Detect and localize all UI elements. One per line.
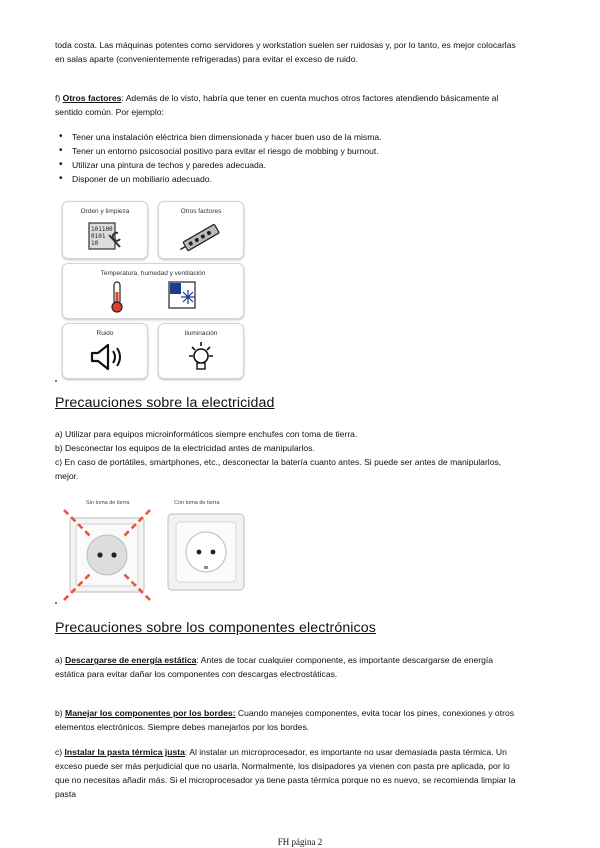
- power-strip-icon: [179, 220, 225, 254]
- otros-term: Otros factores: [62, 93, 122, 103]
- bullet-item: • Tener una instalación eléctrica bien dimensionada y hacer buen uso de la misma.: [55, 130, 525, 144]
- socket-figure: [58, 500, 254, 602]
- tile-label: Otros factores: [180, 208, 222, 215]
- tile-ruido: [62, 323, 148, 379]
- heading-electricidad: Precauciones sobre la electricidad: [55, 395, 275, 411]
- heading-componentes: Precauciones sobre los componentes electrónicos: [55, 620, 376, 636]
- item-prefix: b): [55, 708, 66, 718]
- tile-label: Temperatura, humedad y ventilación: [100, 270, 206, 277]
- tile-label: Ruido: [96, 330, 114, 337]
- tile-orden-limpieza: [62, 201, 148, 259]
- componentes-item-b: [55, 706, 525, 734]
- bullet-item: • Utilizar una pintura de techos y paredes adecuada.: [55, 158, 525, 172]
- otros-text: : Además de lo visto, habría que tener en cuenta muchos otros factores atendiendo básicamente al sentido común. Por ejemplo:: [55, 93, 499, 117]
- socket-ground-icon: [162, 508, 250, 598]
- air-conditioner-icon: [167, 280, 197, 310]
- tile-label: Orden y limpieza: [80, 208, 130, 215]
- electricidad-line: a) Utilizar para equipos microinformáticos siempre enchufes con toma de tierra.: [55, 429, 358, 439]
- socket-label-right: Con toma de tierra: [174, 500, 220, 506]
- electricidad-line: c) En caso de portátiles, smartphones, etc., desconectar la batería cuanto antes. Si puede ser antes de manipularlos, mejor.: [55, 457, 502, 481]
- binary-line: 10: [91, 240, 99, 247]
- item-prefix: a): [55, 655, 66, 665]
- otros-factores-paragraph: [55, 91, 525, 119]
- figure-marker: [55, 602, 57, 604]
- factors-figure: [58, 197, 248, 379]
- electricidad-line: b) Desconectar los equipos de la electricidad antes de manipularlos.: [55, 443, 315, 453]
- tile-otros-factores: [158, 201, 244, 259]
- bullet-item: • Disponer de un mobiliario adecuado.: [55, 172, 525, 186]
- item-term: Instalar la pasta térmica justa: [64, 747, 185, 757]
- binary-line: 101100: [91, 226, 113, 233]
- item-prefix: c): [55, 747, 65, 757]
- item-text: Cuando manejes componentes, evita tocar los pines, conexiones y otros elementos electrónicos. Siempre debes manejarlos por los bordes.: [55, 708, 515, 732]
- socket-label-left: Sin toma de tierra: [86, 500, 130, 506]
- componentes-item-a: [55, 653, 525, 681]
- item-term: Descargarse de energía estática: [65, 655, 197, 665]
- binary-line: 0101: [91, 233, 106, 240]
- otros-bullet-list: [55, 130, 525, 186]
- item-text: : Antes de tocar cualquier componente, es importante descargarse de energía estática para evitar dañar los componentes con descargas electrostáticas.: [55, 655, 494, 679]
- intro-paragraph: toda costa. Las máquinas potentes como servidores y workstation suelen ser ruidosas y, por lo tanto, es mejor colocarlas en salas aparte (convenientemente refrigeradas) para evitar el exceso de ruido.: [55, 40, 516, 64]
- otros-prefix: f): [55, 93, 63, 103]
- thermometer-icon: [107, 280, 127, 314]
- socket-no-ground-icon: [62, 508, 152, 602]
- lightbulb-icon: [183, 338, 219, 376]
- page-footer: FH página 2: [277, 837, 323, 847]
- tile-label: Iluminación: [184, 330, 218, 337]
- bullet-item: • Tener un entorno psicosocial positivo para evitar el riesgo de mobbing y burnout.: [55, 144, 525, 158]
- item-term: Manejar los componentes por los bordes:: [65, 708, 236, 718]
- componentes-item-c: [55, 745, 525, 801]
- item-text: : Al instalar un microprocesador, es importante no usar demasiada pasta térmica. Un exceso puede ser más perjudicial que no usarla. Normalmente, los disipadores ya vienen con pasta pre aplicada, por lo que no necesitas añadir más. Si el microprocesador ya tiene pasta térmica porque no es nuevo, se recomienda limpiar la pasta: [55, 747, 516, 799]
- speaker-icon: [89, 342, 125, 372]
- files-wrench-icon: [87, 221, 123, 253]
- tile-iluminacion: [158, 323, 244, 379]
- figure-marker: [55, 380, 57, 382]
- tile-temperatura: [62, 263, 244, 319]
